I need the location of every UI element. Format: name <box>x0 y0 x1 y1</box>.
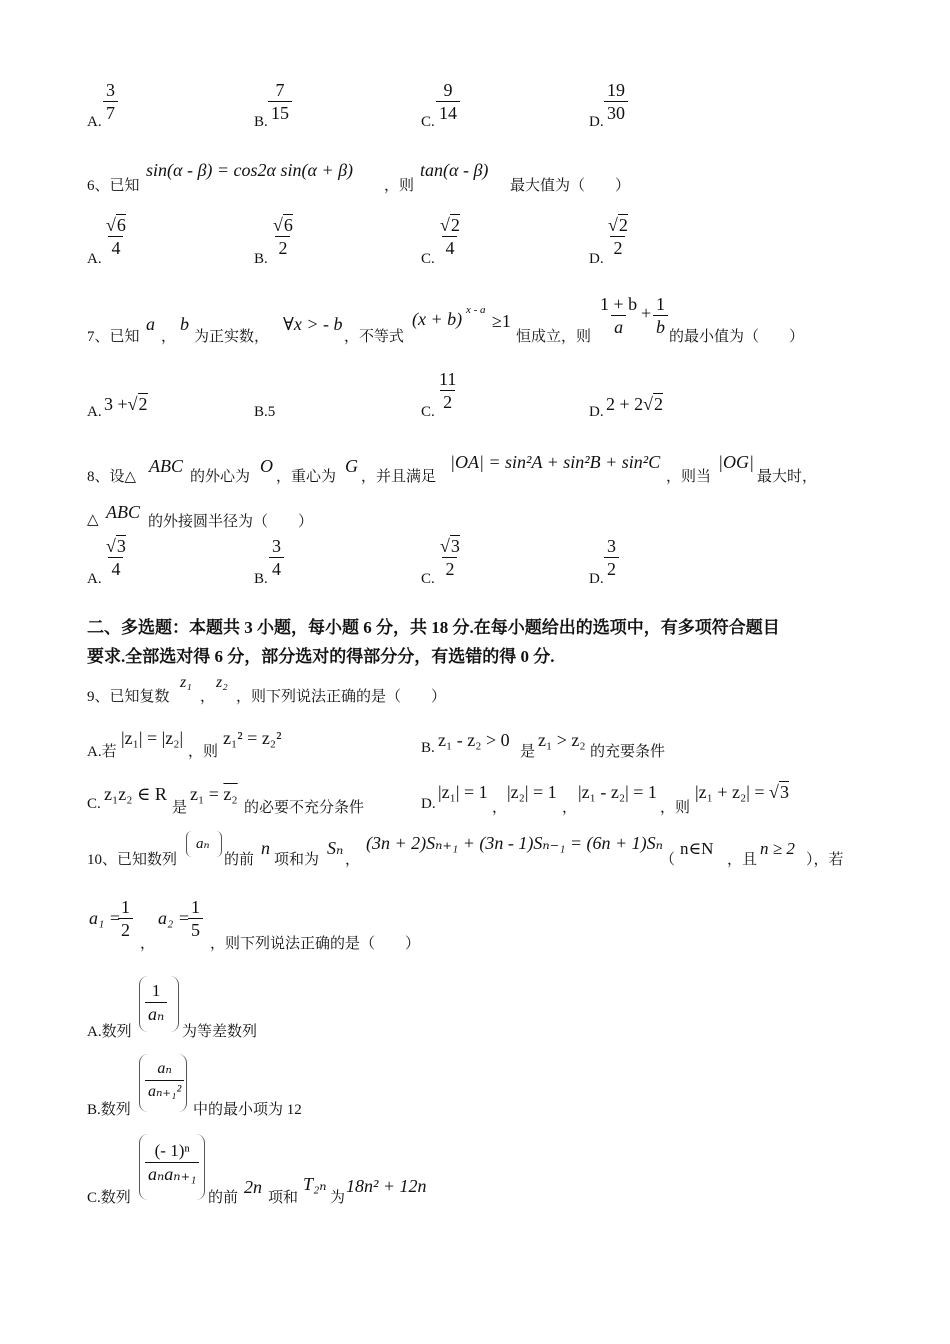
q5-option-c-value: $\frac{9}{14}$ <box>436 79 460 124</box>
q8-line2-prefix: △ <box>87 512 99 528</box>
q7-option-c-value: $\frac{11}{2}$ <box>439 369 457 412</box>
q6-option-a-value: $\frac{√6}{4}$ <box>106 215 126 258</box>
q10-option-a-frac: $\frac{1}{\text{aₙ}}$ <box>145 980 167 1025</box>
q9-z1: z₁ <box>180 674 192 691</box>
q7-suffix: 的最小值为（ ） <box>669 329 805 345</box>
q8-og: |OG| <box>718 452 754 472</box>
q9-option-a-cond: |z₁| = |z₂| <box>121 728 184 748</box>
q8-line2-triangle: ABC <box>106 502 140 522</box>
q6-option-c-value: $\frac{√2}{4}$ <box>440 215 460 258</box>
q9-option-c-cond: z₁z₂ ∈ R <box>104 784 167 804</box>
q6-option-b-value: $\frac{√6}{2}$ <box>273 215 293 258</box>
q7-option-d-value: 2 + 2√2 <box>606 394 664 414</box>
q7-option-a-value: 3 +√2 <box>104 394 148 414</box>
q9-option-a-result: z₁² = z₂² <box>223 728 282 748</box>
q10-sn: Sₙ <box>327 838 344 858</box>
q10-option-c-2n: 2n <box>244 1177 262 1197</box>
q8-option-c-label: C. <box>421 571 435 587</box>
q5-option-b-value: $\frac{7}{15}$ <box>268 79 292 124</box>
q8-option-d-value: $\frac{3}{2}$ <box>604 535 619 580</box>
q9-option-d-cond2: |z₂| = 1 <box>507 782 557 802</box>
q8-text5: 最大时， <box>757 469 818 485</box>
q10-line2-suffix: ，则下列说法正确的是（ ） <box>210 936 421 952</box>
q6-equation: sin(α - β) = cos2α sin(α + β) <box>146 160 354 180</box>
q5-option-a-value: $\frac{3}{7}$ <box>103 79 118 124</box>
q10-option-b-label: B.数列 <box>87 1102 131 1118</box>
q9-option-c-result: z₁ = z₂ <box>190 784 238 804</box>
q10-a2-value: $\frac{1}{5}$ <box>188 896 203 941</box>
q6-prefix: 6、已知 <box>87 178 140 194</box>
q8-g: G <box>345 456 358 476</box>
q9-option-b-result: z₁ > z₂ <box>538 730 586 750</box>
q10-a1-lhs: a₁ = <box>89 908 121 928</box>
q7-prefix: 7、已知 <box>87 329 140 345</box>
q8-option-b-value: $\frac{3}{4}$ <box>269 535 284 580</box>
q7-var-b: b <box>180 314 189 334</box>
q5-option-d-label: D. <box>589 114 604 130</box>
q8-option-b-label: B. <box>254 571 268 587</box>
q7-expr-frac2: $\frac{1}{b}$ <box>653 293 668 338</box>
q9-option-b-label: B. <box>421 740 435 756</box>
q7-expr-plus: + <box>641 303 652 323</box>
q8-text1: 的外心为 <box>190 469 251 485</box>
q7-ineq-rhs: ≥1 <box>492 311 511 331</box>
q8-text4: ，则当 <box>666 469 712 485</box>
q10-a1-value: $\frac{1}{2}$ <box>118 896 133 941</box>
q5-option-a-label: A. <box>87 114 102 130</box>
q10-seq: aₙ <box>196 836 210 852</box>
q7-option-d-label: D. <box>589 404 604 420</box>
q8-condition: |OA| = sin²A + sin²B + sin²C <box>450 452 661 472</box>
q6-option-b-label: B. <box>254 251 268 267</box>
q8-option-d-label: D. <box>589 571 604 587</box>
q7-option-a-label: A. <box>87 404 102 420</box>
q7-ineq-base: (x + b) <box>412 309 463 329</box>
q6-option-d-label: D. <box>589 251 604 267</box>
q10-option-c-result: 18n² + 12n <box>346 1176 427 1196</box>
q9-option-c-label: C. <box>87 796 101 812</box>
q7-var-a: a <box>146 314 155 334</box>
q9-suffix: ，则下列说法正确的是（ ） <box>236 689 447 705</box>
q9-option-d-cond1: |z₁| = 1 <box>438 782 488 802</box>
q7-text1: 为正实数， <box>194 329 270 345</box>
q9-option-d-cond3: |z₁ - z₂| = 1 <box>578 782 657 802</box>
q9-prefix: 9、已知复数 <box>87 689 170 705</box>
q9-option-a-label: A.若 <box>87 744 117 760</box>
q9-option-d-result: |z₁ + z₂| = √3 <box>695 782 789 802</box>
q8-line2-suffix: 的外接圆半径为（ ） <box>148 514 314 530</box>
q7-forall: ∀x > - b <box>283 314 343 334</box>
q10-option-a-label: A.数列 <box>87 1024 132 1040</box>
section-2-line1: 二、多选题：本题共 3 小题，每小题 6 分，共 18 分.在每小题给出的选项中，有多项符合题目 <box>87 618 780 637</box>
q10-option-b-frac: $\frac{\text{aₙ}}{\text{aₙ₊₁²}}$ <box>145 1058 184 1103</box>
q7-text3: 恒成立，则 <box>516 329 592 345</box>
q10-recurrence: (3n + 2)Sₙ₊₁ + (3n - 1)Sₙ₋₁ = (6n + 1)Sₙ <box>366 833 663 853</box>
q7-option-c-label: C. <box>421 404 435 420</box>
q5-option-c-label: C. <box>421 114 435 130</box>
q8-triangle: ABC <box>149 456 183 476</box>
q6-target: tan(α - β) <box>420 160 489 180</box>
q7-ineq-exp: x - a <box>466 304 486 316</box>
q8-option-c-value: $\frac{√3}{2}$ <box>440 536 460 579</box>
q10-cond1: n∈N <box>680 839 714 858</box>
q8-o: O <box>260 456 273 476</box>
q10-option-c-t2n: T₂ₙ <box>303 1174 327 1194</box>
q10-a2-lhs: a₂ = <box>158 908 190 928</box>
q6-mid: ，则 <box>384 178 415 194</box>
q7-expr-frac1: $\frac{1 + b}{a}$ <box>600 294 638 337</box>
q7-text2: ，不等式 <box>344 329 405 345</box>
q5-option-b-label: B. <box>254 114 268 130</box>
q6-suffix: 最大值为（ ） <box>510 178 631 194</box>
q6-option-a-label: A. <box>87 251 102 267</box>
q8-text3: ，并且满足 <box>361 469 437 485</box>
q10-n: n <box>261 838 270 858</box>
q8-option-a-label: A. <box>87 571 102 587</box>
q5-option-d-value: $\frac{19}{30}$ <box>604 79 628 124</box>
q6-option-c-label: C. <box>421 251 435 267</box>
q10-option-c-label: C.数列 <box>87 1190 131 1206</box>
q9-z2: z₂ <box>216 674 228 691</box>
q8-prefix: 8、设△ <box>87 469 137 485</box>
q7-option-b: B.5 <box>254 404 276 420</box>
q10-prefix: 10、已知数列 <box>87 852 178 868</box>
q6-option-d-value: $\frac{√2}{2}$ <box>608 215 628 258</box>
q8-text2: ，重心为 <box>276 469 337 485</box>
q9-option-d-label: D. <box>421 796 436 812</box>
q10-cond2: n ≥ 2 <box>760 839 795 858</box>
q8-option-a-value: $\frac{√3}{4}$ <box>106 536 126 579</box>
q9-option-b-cond: z₁ - z₂ > 0 <box>438 730 510 750</box>
section-2-line2: 要求.全部选对得 6 分，部分选对的得部分分，有选错的得 0 分. <box>87 647 555 666</box>
q10-option-c-frac: (- 1)ⁿ aₙaₙ₊₁ <box>145 1140 199 1185</box>
